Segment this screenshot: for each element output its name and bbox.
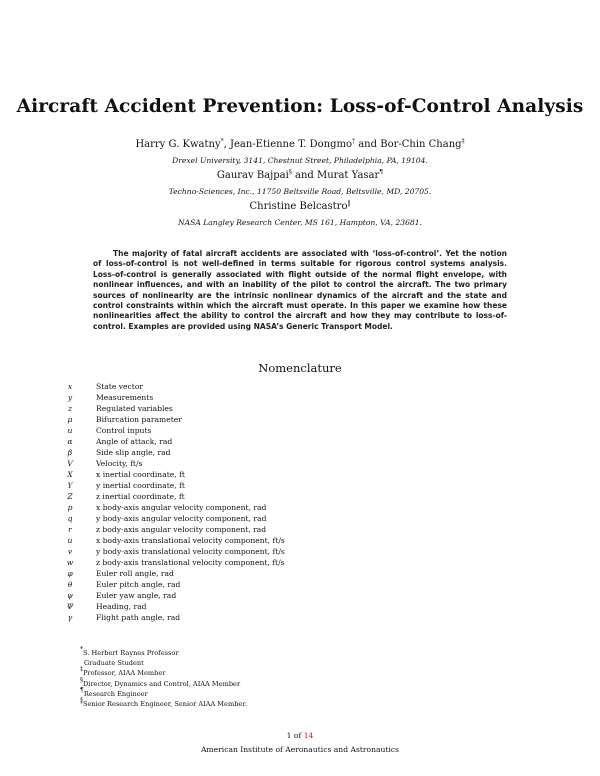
nomenclature-symbol: X [67,470,73,479]
page-number [0,731,600,740]
nomenclature-definition: y body-axis translational velocity component, ft/s [96,547,285,556]
nomenclature-definition: y body-axis angular velocity component, rad [96,514,267,523]
footnote [80,676,247,689]
paper-title: Aircraft Accident Prevention: Loss-of-Control Analysis [16,96,584,117]
nomenclature-symbol: y [67,393,73,402]
author-line-1: Harry G. Kwatny*, Jean-Etienne T. Dongmo† and Bor-Chin Chang‡ [135,138,465,150]
author-name: Christine Belcastro [249,201,348,212]
footnote [80,686,247,699]
nomenclature-definition: x inertial coordinate, ft [96,470,185,479]
footnote-text: S. Herbert Raynes Professor [83,649,179,657]
nomenclature-definition: y inertial coordinate, ft [96,481,185,490]
footnote-mark[interactable]: † [352,138,356,145]
nomenclature-symbol: x [67,382,73,391]
nomenclature-symbol: β [67,448,73,457]
footnote-mark: § [80,676,83,684]
author-name: Jean-Etienne T. Dongmo [229,139,353,150]
nomenclature-definition: x body-axis angular velocity component, rad [96,503,267,512]
nomenclature-definition: Euler yaw angle, rad [96,591,177,600]
author-name: Bor-Chin Chang [380,139,462,150]
nomenclature-definition: Angle of attack, rad [96,437,173,446]
nomenclature-definition: z inertial coordinate, ft [96,492,185,501]
nomenclature-symbol: u [67,426,73,435]
nomenclature-definition: Velocity, ft/s [96,459,143,468]
nomenclature-definition: Measurements [96,393,154,402]
nomenclature-definition: z body-axis translational velocity component, ft/s [96,558,285,567]
footnote-text: Director, Dynamics and Control, AIAA Member [83,679,241,688]
footnote-text: Senior Research Engineer, Senior AIAA Member. [83,700,247,709]
nomenclature-symbol: θ [67,580,73,589]
nomenclature-symbol: u [67,536,73,545]
nomenclature-definition: Heading, rad [96,602,147,611]
author-name: Harry G. Kwatny [135,139,221,150]
page-total-link[interactable]: 14 [303,731,314,740]
nomenclature-symbol: q [67,514,73,523]
nomenclature-symbol: γ [67,613,73,622]
author-line-2 [0,170,600,181]
footnotes [80,648,247,709]
author-name: Murat Yasar [317,170,380,181]
nomenclature-symbol: Y [67,481,73,490]
affiliation: Techno-Sciences, Inc., 11750 Beltsville Road, Beltsville, MD, 20705. [168,187,432,196]
footnote [80,658,247,668]
author-conjunction: and [295,170,314,181]
footnote-mark[interactable]: ‖ [347,200,351,207]
footnote [80,648,247,658]
nomenclature-symbol: r [68,525,72,534]
nomenclature-symbol: v [67,547,73,556]
footnote-mark[interactable]: § [288,169,292,176]
footnote-mark[interactable]: ‡ [461,138,465,145]
nomenclature-symbol: φ [67,569,73,578]
nomenclature-symbol: p [67,503,73,512]
nomenclature-definition: Regulated variables [96,404,173,413]
page-current: 1 [286,731,292,740]
affiliation: Drexel University, 3141, Chestnut Street, Philadelphia, PA, 19104. [172,156,428,165]
footnote-mark[interactable]: ¶ [379,169,384,176]
nomenclature-definition: x body-axis translational velocity component, ft/s [96,536,285,545]
nomenclature-definition: Euler roll angle, rad [96,569,174,578]
nomenclature-definition: Bifurcation parameter [96,415,182,424]
footnote-mark: ‖ [80,697,83,705]
nomenclature-definition: State vector [96,382,144,391]
footnote-mark: ¶ [80,686,84,694]
author-conjunction: and [358,139,378,150]
author-line-3 [0,201,600,212]
nomenclature-symbol: V [67,459,73,468]
footnote-text: Graduate Student [84,659,144,668]
nomenclature-definition: Flight path angle, rad [96,613,181,622]
nomenclature-definition: z body-axis angular velocity component, rad [96,525,267,534]
abstract: The majority of fatal aircraft accidents are associated with ‘loss-of-control’. Yet the notion of loss-of-control is not well-defined in terms suitable for rigorous control systems analysis. Loss-of-control is generally associated with flight outside of the normal flight envelope, with nonlinear influences, and with an inability of the pilot to control the aircraft. The two primary sources of nonlinearity are the intrinsic nonlinear dynamics of the aircraft and the state and control constraints within which the aircraft must operate. In this paper we examine how these nonlinearities affect the ability to control the aircraft and how they may contribute to loss-of-control. Examples are provided using NASA’s Generic Transport Model. [93,249,507,331]
page-of: of [293,731,302,740]
footnote-mark: ‡ [80,666,83,674]
nomenclature-symbol: Ψ [66,602,74,611]
author-name: Gaurav Bajpai [216,170,289,181]
nomenclature-definition: Side slip angle, rad [96,448,171,457]
footnote [80,699,247,709]
footnote-text: Professor, AIAA Member [83,669,166,678]
nomenclature-symbol: w [66,558,74,567]
nomenclature-heading: Nomenclature [258,361,342,375]
nomenclature-definition: Control inputs [96,426,152,435]
affiliation: NASA Langley Research Center, MS 161, Hampton, VA, 23681. [178,218,422,227]
nomenclature-symbol: α [67,437,73,446]
nomenclature-definition: Euler pitch angle, rad [96,580,181,589]
nomenclature-symbol: z [67,404,72,413]
footnote-mark: * [80,646,83,653]
nomenclature-symbol: μ [67,415,73,424]
nomenclature-symbol: Z [67,492,73,501]
footnote-text: Research Engineer [83,689,148,698]
footnote-mark[interactable]: * [220,138,224,145]
institute-footer: American Institute of Aeronautics and Astronautics [200,745,400,754]
nomenclature-symbol: ψ [67,591,73,600]
footnote [80,668,247,678]
